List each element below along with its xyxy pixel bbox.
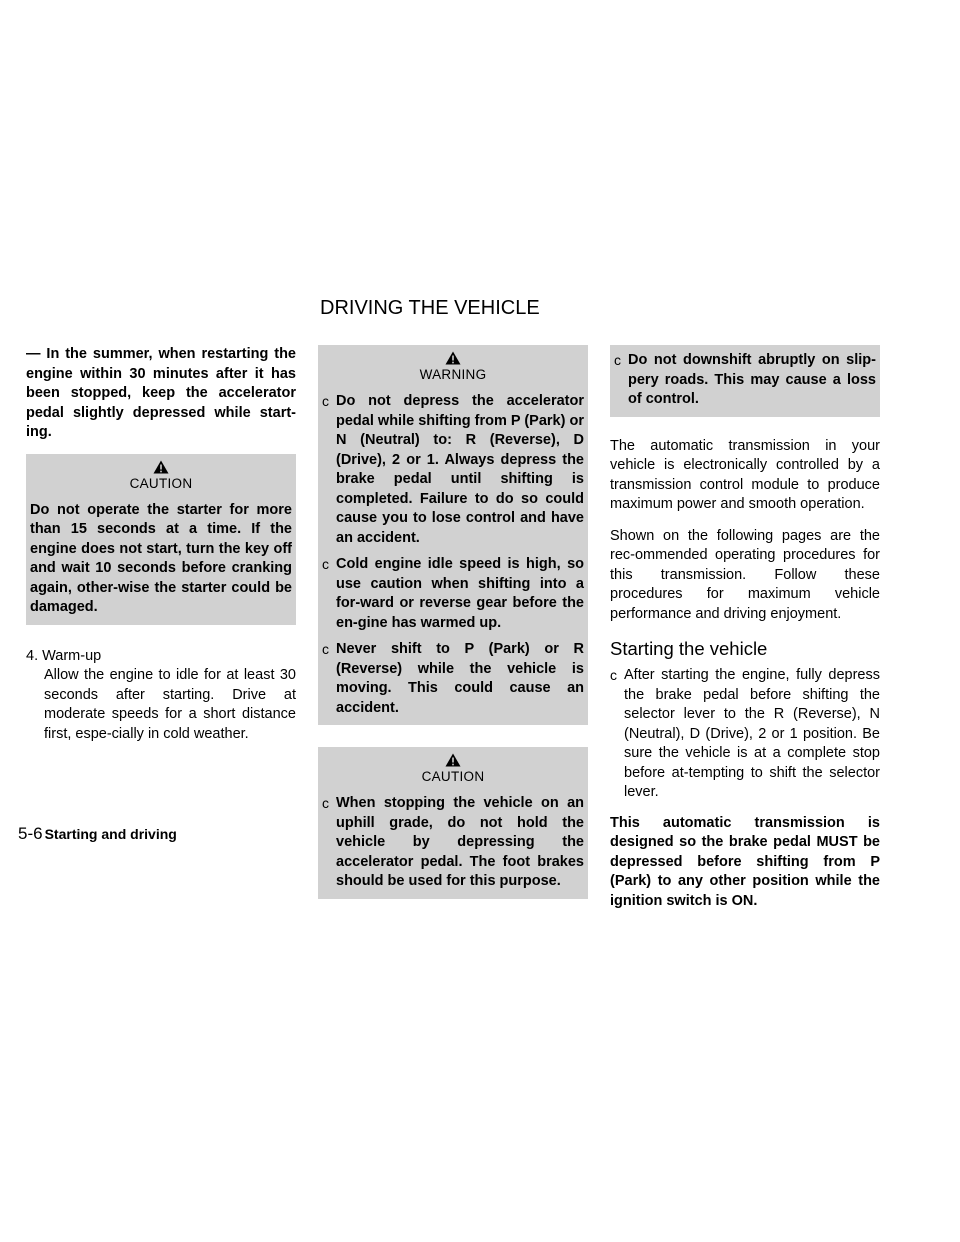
- caution-header: [30, 460, 292, 493]
- column-1: [26, 345, 296, 756]
- caution-box-1: [26, 454, 296, 625]
- warning-item-text: Never shift to P (Park) or R (Reverse) while the vehicle is moving. This could cause an accident.: [336, 641, 584, 716]
- bullet-glyph: c: [610, 667, 617, 683]
- warning-header: [322, 351, 584, 384]
- bullet-glyph: c: [322, 393, 329, 409]
- box-item: [614, 351, 876, 410]
- box-item-text: Do not downshift abruptly on slip-pery roads. This may cause a loss of control.: [628, 352, 876, 407]
- bullet-glyph: c: [322, 641, 329, 657]
- caution-item: [322, 794, 584, 892]
- warning-item-text: Do not depress the accelerator pedal while shifting from P (Park) or N (Neutral) to: R (Reverse), D (Drive), 2 or 1. Always depress the brake pedal until shifting is completed. Failure to do so could cause you to lose control and have an accident.: [336, 393, 584, 546]
- column-2: [318, 345, 588, 921]
- caution-box-2: [318, 747, 588, 899]
- warning-triangle-icon: [445, 351, 461, 365]
- warning-title: WARNING: [419, 367, 487, 382]
- section-title: DRIVING THE VEHICLE: [320, 297, 540, 319]
- warning-item-text: Cold engine idle speed is high, so use caution when shifting into a for-ward or reverse gear before the en-gine has warmed up.: [336, 556, 584, 631]
- starting-bullet-text: After starting the engine, fully depress the brake pedal before shifting the selector lever to the R (Reverse), N (Neutral), D (Drive), 2 or 1 position. Be sure the vehicle is at a complete stop before at-tempting to shift the selector lever.: [624, 667, 880, 800]
- step-4-text: Allow the engine to idle for at least 30 seconds after starting. Drive at moderate speeds for a short distance first, espe-cially in cold weather.: [44, 667, 296, 742]
- summer-note: — In the summer, when restarting the engine within 30 minutes after it has been stopped, keep the accelerator pedal slightly depressed while start-ing.: [26, 346, 296, 440]
- bullet-glyph: c: [614, 352, 621, 368]
- caution-title: CAUTION: [421, 769, 485, 784]
- warning-triangle-icon: [445, 753, 461, 767]
- caution-text: Do not operate the starter for more than 15 seconds at a time. If the engine does not start, turn the key off and wait 10 seconds before cranking again, other-wise the starter could be damaged.: [30, 501, 292, 615]
- procedures-paragraph: Shown on the following pages are the rec-ommended operating procedures for this transmission. Follow these procedures for maximum vehicle performance and driving enjoyment.: [610, 527, 880, 622]
- transmission-paragraph: The automatic transmission in your vehicle is electronically controlled by a transmission control module to produce maximum power and smooth operation.: [610, 437, 880, 512]
- warning-item: [322, 640, 584, 718]
- caution-item-text: When stopping the vehicle on an uphill grade, do not hold the vehicle by depressing the accelerator pedal. The foot brakes should be used for this purpose.: [336, 795, 584, 889]
- brake-pedal-note: This automatic transmission is designed so the brake pedal MUST be depressed before shifting from P (Park) to any other position while the ignition switch is ON.: [610, 814, 880, 909]
- warning-triangle-icon: [153, 460, 169, 474]
- downshift-box: [610, 345, 880, 417]
- column-3: [610, 345, 880, 922]
- warning-item: [322, 555, 584, 633]
- caution-header: [322, 753, 584, 786]
- warning-item: [322, 392, 584, 548]
- page-number: 5-6: [18, 824, 43, 843]
- caution-title: CAUTION: [129, 475, 193, 491]
- starting-bullet: [610, 666, 880, 803]
- bullet-glyph: c: [322, 795, 329, 811]
- bullet-glyph: c: [322, 556, 329, 572]
- warning-box: [318, 345, 588, 725]
- page-footer: [18, 824, 177, 844]
- footer-section-name: Starting and driving: [44, 826, 177, 842]
- step-4-heading: 4. Warm-up: [26, 647, 102, 664]
- subheading-starting-vehicle: Starting the vehicle: [610, 638, 768, 659]
